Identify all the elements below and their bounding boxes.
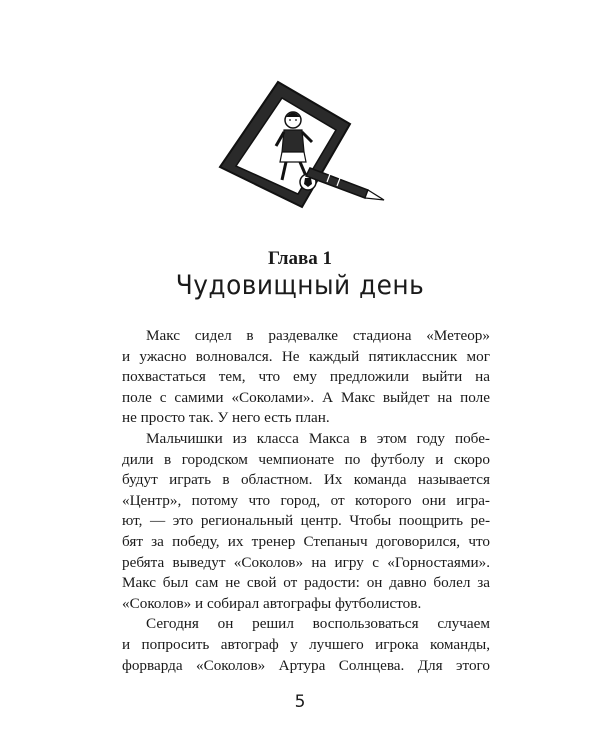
text-line: будут играть в областном. Их команда называется: [122, 471, 490, 489]
text-line: Сегодня он решил воспользоваться случаем: [146, 615, 490, 633]
text-line: «Центр», потому что город, от которого они игра-: [122, 491, 490, 509]
text-line: бят за победу, их тренер Степаныч договорился, что: [122, 532, 490, 550]
chapter-title: Чудовищный день: [175, 270, 425, 301]
text-line: не просто так. У него есть план.: [122, 409, 330, 427]
text-line: похвастаться тем, что ему предложили выйти на: [122, 368, 490, 386]
text-line: дили в городском чемпионате по футболу и скоро: [122, 450, 490, 468]
text-line: форварда «Соколов» Артура Солнцева. Для этого: [122, 656, 490, 674]
text-line: «Соколов» и собирал автографы футболистов.: [122, 594, 422, 612]
football-card-with-pen-icon: [190, 72, 400, 222]
text-line: поле с самими «Соколами». А Макс выйдет на поле: [122, 388, 490, 406]
body-text: [122, 326, 490, 676]
text-line: и попросить автограф у лучшего игрока команды,: [122, 635, 490, 653]
text-line: Макс был сам не свой от радости: он давно болел за: [122, 574, 490, 592]
text-line: и ужасно волновался. Не каждый пятиклассник мог: [122, 347, 490, 365]
chapter-number: Глава 1: [267, 248, 333, 269]
text-line: ребята выведут «Соколов» на игру с «Горностаями».: [122, 553, 490, 571]
page-number: 5: [294, 692, 306, 712]
text-line: ют, — это региональный центр. Чтобы поощрить ре-: [122, 512, 490, 530]
text-line: Макс сидел в раздевалке стадиона «Метеор»: [146, 327, 490, 344]
text-line: Мальчишки из класса Макса в этом году побе-: [146, 429, 490, 447]
